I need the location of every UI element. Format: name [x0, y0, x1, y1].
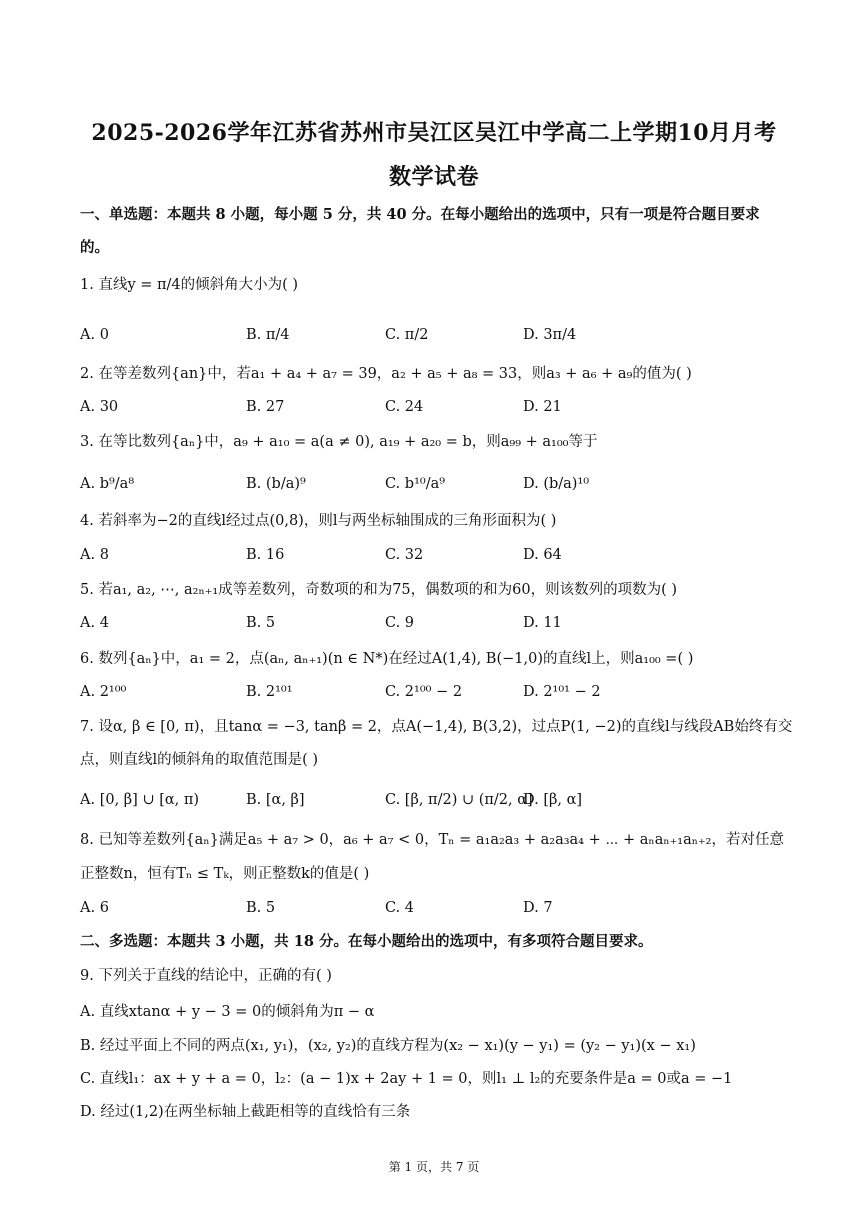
question-2-stem: 2. 在等差数列{an}中，若a₁ + a₄ + a₇ = 39，a₂ + a₅ + a₈ = 33，则a₃ + a₆ + a₉的值为( )	[80, 366, 692, 382]
question-9-option-b: B. 经过平面上不同的两点(x₁, y₁)，(x₂, y₂)的直线方程为(x₂ − x₁)(y − y₁) = (y₂ − y₁)(x − x₁)	[80, 1038, 696, 1054]
question-6-option-d: D. 2¹⁰¹ − 2	[523, 684, 601, 700]
question-1-option-d: D. 3π/4	[523, 327, 577, 343]
question-1-stem: 1. 直线y = π/4的倾斜角大小为( )	[80, 277, 299, 293]
question-7-option-d: D. [β, α]	[523, 792, 583, 808]
question-3-option-d: D. (b/a)¹⁰	[523, 476, 590, 492]
question-2-option-a: A. 30	[80, 399, 119, 415]
question-8-option-b: B. 5	[246, 900, 276, 916]
question-3-stem: 3. 在等比数列{aₙ}中，a₉ + a₁₀ = a(a ≠ 0), a₁₉ + a₂₀ = b，则a₉₉ + a₁₀₀等于	[80, 434, 598, 450]
question-2-option-d: D. 21	[523, 399, 562, 415]
question-3-option-b: B. (b/a)⁹	[246, 476, 306, 492]
question-1-option-a: A. 0	[80, 327, 109, 343]
question-3-option-c: C. b¹⁰/a⁹	[385, 476, 446, 492]
question-1-option-c: C. π/2	[385, 327, 429, 343]
section-1-heading-cont: 的。	[80, 239, 109, 256]
exam-subtitle: 数学试卷	[388, 164, 479, 190]
question-4-option-c: C. 32	[385, 547, 424, 563]
question-9-option-c: C. 直线l₁：ax + y + a = 0，l₂：(a − 1)x + 2ay + 1 = 0，则l₁ ⊥ l₂的充要条件是a = 0或a = −1	[80, 1071, 733, 1087]
question-1-option-b: B. π/4	[246, 327, 290, 343]
question-7-stem: 7. 设α, β ∈ [0, π)，且tanα = −3, tanβ = 2，点A(−1,4), B(3,2)，过点P(1, −2)的直线l与线段AB始终有交	[80, 719, 793, 735]
exam-title: 2025-2026学年江苏省苏州市吴江区吴江中学高二上学期10月月考	[91, 120, 777, 146]
question-2-option-c: C. 24	[385, 399, 424, 415]
question-4-option-d: D. 64	[523, 547, 562, 563]
question-2-option-b: B. 27	[246, 399, 285, 415]
question-6-stem: 6. 数列{aₙ}中，a₁ = 2，点(aₙ, aₙ₊₁)(n ∈ N*)在经过A(1,4), B(−1,0)的直线l上，则a₁₀₀ =( )	[80, 651, 694, 667]
question-4-stem: 4. 若斜率为−2的直线l经过点(0,8)，则l与两坐标轴围成的三角形面积为( )	[80, 513, 557, 529]
question-7-option-a: A. [0, β] ∪ [α, π)	[80, 792, 200, 808]
question-8-option-a: A. 6	[80, 900, 109, 916]
question-8-option-c: C. 4	[385, 900, 415, 916]
question-6-option-c: C. 2¹⁰⁰ − 2	[385, 684, 463, 700]
question-6-option-b: B. 2¹⁰¹	[246, 684, 293, 700]
question-8-option-d: D. 7	[523, 900, 553, 916]
question-3-option-a: A. b⁹/a⁸	[80, 476, 135, 492]
question-4-option-b: B. 16	[246, 547, 285, 563]
question-5-option-c: C. 9	[385, 615, 415, 631]
question-8-stem: 8. 已知等差数列{aₙ}满足a₅ + a₇ > 0，a₆ + a₇ < 0，Tₙ = a₁a₂a₃ + a₂a₃a₄ + ⋯ + aₙaₙ₊₁aₙ₊₂，若对任意	[80, 832, 784, 848]
section-1-heading: 一、单选题：本题共 8 小题，每小题 5 分，共 40 分。在每小题给出的选项中，只有一项是符合题目要求	[80, 206, 760, 223]
page-footer: 第 1 页，共 7 页	[388, 1160, 480, 1174]
question-5-option-d: D. 11	[523, 615, 562, 631]
question-6-option-a: A. 2¹⁰⁰	[80, 684, 127, 700]
question-5-option-a: A. 4	[80, 615, 109, 631]
question-8-stem-cont: 正整数n，恒有Tₙ ≤ Tₖ，则正整数k的值是( )	[80, 866, 370, 882]
question-9-option-d: D. 经过(1,2)在两坐标轴上截距相等的直线恰有三条	[80, 1104, 411, 1120]
question-5-stem: 5. 若a₁, a₂, ⋯, a₂ₙ₊₁成等差数列，奇数项的和为75，偶数项的和为60，则该数列的项数为( )	[80, 582, 678, 598]
question-7-option-c: C. [β, π/2) ∪ (π/2, α]	[385, 792, 533, 808]
question-9-option-a: A. 直线xtanα + y − 3 = 0的倾斜角为π − α	[80, 1004, 375, 1020]
question-5-option-b: B. 5	[246, 615, 276, 631]
section-2-heading: 二、多选题：本题共 3 小题，共 18 分。在每小题给出的选项中，有多项符合题目要求。	[80, 933, 653, 950]
question-7-option-b: B. [α, β]	[246, 792, 305, 808]
question-7-stem-cont: 点，则直线l的倾斜角的取值范围是( )	[80, 752, 319, 768]
question-9-stem: 9. 下列关于直线的结论中，正确的有( )	[80, 968, 332, 984]
question-4-option-a: A. 8	[80, 547, 109, 563]
